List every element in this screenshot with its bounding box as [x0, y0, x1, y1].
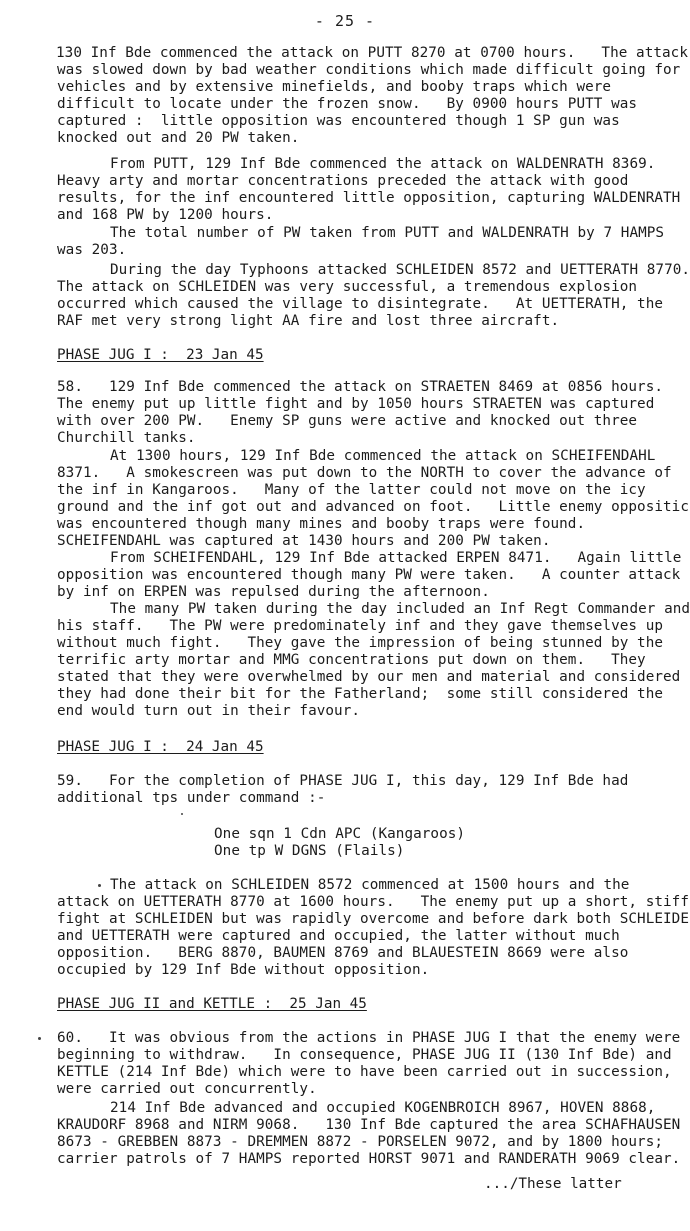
- troops-list-item: One sqn 1 Cdn APC (Kangaroos): [214, 826, 466, 842]
- text-line: At 1300 hours, 129 Inf Bde commenced the attack on SCHEIFENDAHL: [110, 448, 656, 464]
- paper-speck: [181, 813, 183, 815]
- text-line: 58. 129 Inf Bde commenced the attack on STRAETEN 8469 at 0856 hours.: [57, 379, 664, 395]
- text-line: The attack on SCHLEIDEN 8572 commenced at 1500 hours and the: [110, 877, 630, 893]
- text-line: 130 Inf Bde commenced the attack on PUTT 8270 at 0700 hours. The attack: [56, 45, 688, 61]
- text-line: fight at SCHLEIDEN but was rapidly overcome and before dark both SCHLEIDE: [57, 911, 689, 927]
- text-line: beginning to withdraw. In consequence, PHASE JUG II (130 Inf Bde) and: [57, 1047, 672, 1063]
- text-line: SCHEIFENDAHL was captured at 1430 hours and 200 PW taken.: [57, 533, 551, 549]
- text-line: During the day Typhoons attacked SCHLEIDEN 8572 and UETTERATH 8770.: [110, 262, 690, 278]
- text-line: additional tps under command :-: [57, 790, 326, 806]
- paper-speck: [38, 1037, 41, 1040]
- text-line: The attack on SCHLEIDEN was very successful, a tremendous explosion: [57, 279, 638, 295]
- text-line: 8673 - GREBBEN 8873 - DREMMEN 8872 - PORSELEN 9072, and by 1800 hours;: [57, 1134, 664, 1150]
- catchword: .../These latter: [484, 1176, 622, 1192]
- text-line: and UETTERATH were captured and occupied, the latter without much: [57, 928, 620, 944]
- text-line: From SCHEIFENDAHL, 129 Inf Bde attacked ERPEN 8471. Again little: [110, 550, 682, 566]
- text-line: KRAUDORF 8968 and NIRM 9068. 130 Inf Bde captured the area SCHAFHAUSEN: [57, 1117, 681, 1133]
- text-line: by inf on ERPEN was repulsed during the afternoon.: [57, 584, 490, 600]
- text-line: without much fight. They gave the impression of being stunned by the: [57, 635, 664, 651]
- text-line: the inf in Kangaroos. Many of the latter could not move on the icy: [57, 482, 646, 498]
- text-line: difficult to locate under the frozen snow. By 0900 hours PUTT was: [57, 96, 638, 112]
- text-line: terrific arty mortar and MMG concentrations put down on them. They: [57, 652, 646, 668]
- text-line: end would turn out in their favour.: [57, 703, 361, 719]
- text-line: was encountered though many mines and booby traps were found.: [57, 516, 586, 532]
- text-line: was 203.: [57, 242, 127, 258]
- text-line: they had done their bit for the Fatherland; some still considered the: [57, 686, 664, 702]
- text-line: Churchill tanks.: [57, 430, 196, 446]
- text-line: opposition. BERG 8870, BAUMEN 8769 and BLAUESTEIN 8669 were also: [57, 945, 629, 961]
- section-heading: PHASE JUG I : 23 Jan 45: [57, 347, 264, 363]
- text-line: with over 200 PW. Enemy SP guns were active and knocked out three: [57, 413, 638, 429]
- text-line: results, for the inf encountered little opposition, capturing WALDENRATH: [57, 190, 681, 206]
- text-line: KETTLE (214 Inf Bde) which were to have been carried out in succession,: [57, 1064, 672, 1080]
- text-line: The total number of PW taken from PUTT and WALDENRATH by 7 HAMPS: [110, 225, 665, 241]
- text-line: his staff. The PW were predominately inf and they gave themselves up: [57, 618, 664, 634]
- text-line: 60. It was obvious from the actions in PHASE JUG I that the enemy were: [57, 1030, 681, 1046]
- paper-speck: [98, 884, 101, 887]
- text-line: The many PW taken during the day included an Inf Regt Commander and: [110, 601, 690, 617]
- text-line: carrier patrols of 7 HAMPS reported HORST 9071 and RANDERATH 9069 clear.: [57, 1151, 681, 1167]
- text-line: vehicles and by extensive minefields, and booby traps which were: [57, 79, 612, 95]
- text-line: occupied by 129 Inf Bde without opposition.: [57, 962, 430, 978]
- text-line: 214 Inf Bde advanced and occupied KOGENBROICH 8967, HOVEN 8868,: [110, 1100, 656, 1116]
- text-line: opposition was encountered though many PW were taken. A counter attack: [57, 567, 681, 583]
- section-heading: PHASE JUG II and KETTLE : 25 Jan 45: [57, 996, 367, 1012]
- text-line: occurred which caused the village to disintegrate. At UETTERATH, the: [57, 296, 664, 312]
- section-heading: PHASE JUG I : 24 Jan 45: [57, 739, 264, 755]
- text-line: stated that they were overwhelmed by our men and material and considered: [57, 669, 681, 685]
- text-line: knocked out and 20 PW taken.: [57, 130, 300, 146]
- text-line: were carried out concurrently.: [57, 1081, 317, 1097]
- text-line: RAF met very strong light AA fire and lost three aircraft.: [57, 313, 560, 329]
- text-line: attack on UETTERATH 8770 at 1600 hours. The enemy put up a short, stiff: [57, 894, 689, 910]
- troops-list-item: One tp W DGNS (Flails): [214, 843, 405, 859]
- text-line: captured : little opposition was encountered though 1 SP gun was: [57, 113, 620, 129]
- text-line: 59. For the completion of PHASE JUG I, this day, 129 Inf Bde had: [57, 773, 629, 789]
- text-line: The enemy put up little fight and by 1050 hours STRAETEN was captured: [57, 396, 655, 412]
- text-line: Heavy arty and mortar concentrations preceded the attack with good: [57, 173, 629, 189]
- text-line: and 168 PW by 1200 hours.: [57, 207, 274, 223]
- text-line: was slowed down by bad weather conditions which made difficult going for: [57, 62, 681, 78]
- text-line: ground and the inf got out and advanced on foot. Little enemy oppositic: [57, 499, 689, 515]
- text-line: 8371. A smokescreen was put down to the NORTH to cover the advance of: [57, 465, 672, 481]
- page-number: - 25 -: [314, 12, 376, 30]
- text-line: From PUTT, 129 Inf Bde commenced the attack on WALDENRATH 8369.: [110, 156, 656, 172]
